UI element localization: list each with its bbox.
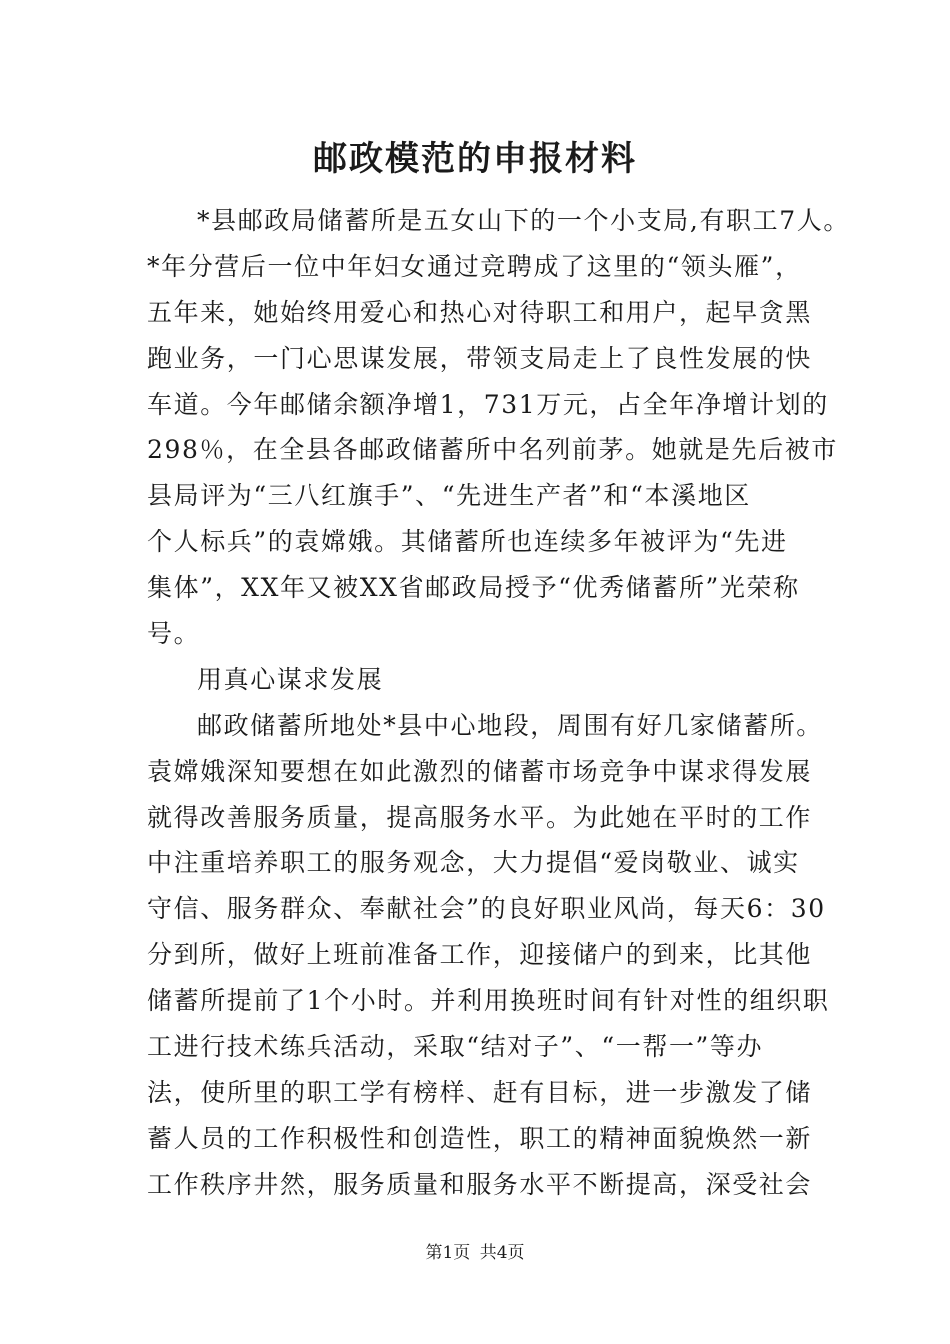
text-line: *县邮政局储蓄所是五女山下的一个小支局,有职工7人。 (197, 206, 850, 235)
text-line: 邮政储蓄所地处*县中心地段，周围有好几家储蓄所。 (197, 710, 823, 740)
text-line: 车道。今年邮储余额净增1，731万元，占全年净增计划的 (147, 389, 829, 419)
document-title: 邮政模范的申报材料 (313, 139, 637, 179)
text-line: 县局评为“三八红旗手”、“先进生产者”和“本溪地区 (147, 481, 751, 511)
page-footer: 第1页 共4页 (425, 1243, 525, 1263)
text-line: 中注重培养职工的服务观念，大力提倡“爱岗敬业、诚实 (147, 848, 800, 878)
text-line: 袁嫦娥深知要想在如此激烈的储蓄市场竞争中谋求得发展 (147, 756, 813, 786)
text-line: 跑业务，一门心思谋发展，带领支局走上了良性发展的快 (147, 343, 813, 373)
text-line: 工作秩序井然，服务质量和服务水平不断提高，深受社会 (147, 1169, 813, 1199)
text-line: 储蓄所提前了1个小时。并利用换班时间有针对性的组织职 (147, 986, 830, 1016)
text-line: 集体”，XX年又被XX省邮政局授予“优秀储蓄所”光荣称 (147, 573, 800, 603)
text-line: 法，使所里的职工学有榜样、赶有目标，进一步激发了储 (147, 1077, 813, 1107)
text-line: 就得改善服务质量，提高服务水平。为此她在平时的工作 (147, 802, 813, 832)
text-line: 工进行技术练兵活动，采取“结对子”、“一帮一”等办 (147, 1032, 764, 1062)
text-line: 五年来，她始终用爱心和热心对待职工和用户，起早贪黑 (147, 297, 813, 327)
text-line: 分到所，做好上班前准备工作，迎接储户的到来，比其他 (147, 940, 813, 970)
text-line: 个人标兵”的袁嫦娥。其储蓄所也连续多年被评为“先进 (147, 527, 788, 557)
text-line: 298％，在全县各邮政储蓄所中名列前茅。她就是先后被市 (147, 435, 838, 465)
document-body (147, 198, 850, 1208)
text-line: 用真心谋求发展 (197, 664, 384, 694)
text-line: 蓄人员的工作积极性和创造性，职工的精神面貌焕然一新 (147, 1123, 813, 1153)
text-line: 守信、服务群众、奉献社会”的良好职业风尚，每天6：30 (147, 894, 826, 924)
text-line: 号。 (147, 619, 201, 649)
text-line: *年分营后一位中年妇女通过竞聘成了这里的“领头雁”， (147, 251, 802, 281)
